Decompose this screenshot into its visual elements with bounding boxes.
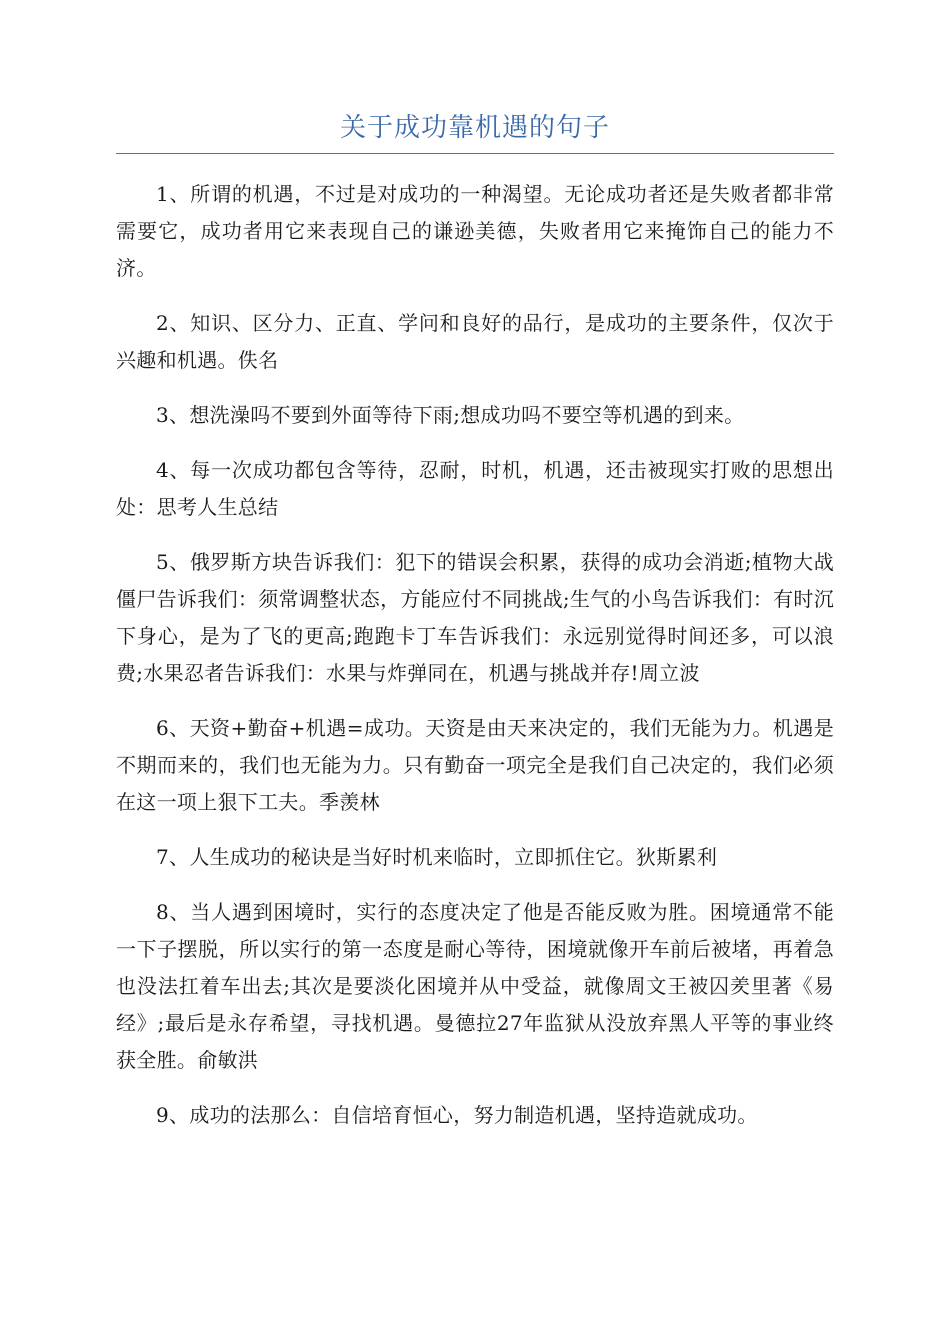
paragraph-8: 8、当人遇到困境时，实行的态度决定了他是否能反败为胜。困境通常不能一下子摆脱，所以实行的第一态度是耐心等待，困境就像开车前后被堵，再着急也没法扛着车出去;其次是要淡化困境并从中受益，就像周文王被囚羑里著《易经》;最后是永存希望，寻找机遇。曼德拉27年监狱从没放弃黑人平等的事业终获全胜。俞敏洪 xyxy=(116,900,834,1072)
paragraph-9: 9、成功的法那么：自信培育恒心，努力制造机遇，坚持造就成功。 xyxy=(156,1103,758,1127)
paragraph-5: 5、俄罗斯方块告诉我们：犯下的错误会积累，获得的成功会消逝;植物大战僵尸告诉我们：须常调整状态，方能应付不同挑战;生气的小鸟告诉我们：有时沉下身心，是为了飞的更高;跑跑卡丁车告诉我们：永远别觉得时间还多，可以浪费;水果忍者告诉我们：水果与炸弹同在，机遇与挑战并存!周立波 xyxy=(116,550,834,685)
paragraph-2: 2、知识、区分力、正直、学问和良好的品行，是成功的主要条件，仅次于兴趣和机遇。佚名 xyxy=(116,311,834,372)
document-body xyxy=(116,176,834,1152)
paragraph-3: 3、想洗澡吗不要到外面等待下雨;想成功吗不要空等机遇的到来。 xyxy=(156,403,745,427)
paragraph-1: 1、所谓的机遇，不过是对成功的一种渴望。无论成功者还是失败者都非常需要它，成功者用它来表现自己的谦逊美德，失败者用它来掩饰自己的能力不济。 xyxy=(116,182,834,280)
paragraph-4: 4、每一次成功都包含等待，忍耐，时机，机遇，还击被现实打败的思想出处：思考人生总结 xyxy=(116,458,834,519)
paragraph-7: 7、人生成功的秘诀是当好时机来临时，立即抓住它。狄斯累利 xyxy=(156,845,718,869)
title-underline xyxy=(116,153,834,154)
paragraph-6: 6、天资+勤奋+机遇=成功。天资是由天来决定的，我们无能为力。机遇是不期而来的，我们也无能为力。只有勤奋一项完全是我们自己决定的，我们必须在这一项上狠下工夫。季羡林 xyxy=(116,716,834,814)
page-title: 关于成功靠机遇的句子 xyxy=(339,113,610,143)
